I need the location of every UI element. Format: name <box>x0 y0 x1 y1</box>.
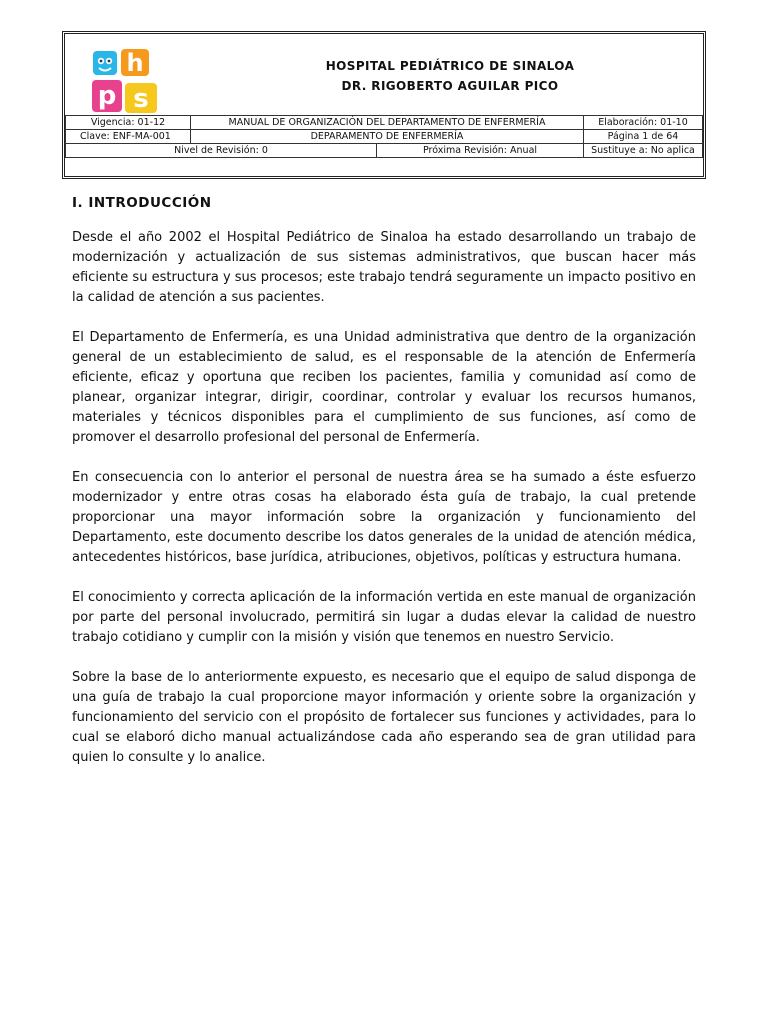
hospital-title <box>195 56 705 96</box>
logo-tile-p <box>92 80 122 112</box>
section-title: I. INTRODUCCIÓN <box>72 195 212 211</box>
elaboracion-cell: Elaboración: 01-10 <box>584 116 703 130</box>
paragraph: Sobre la base de lo anteriormente expuesto, es necesario que el equipo de salud disponga de una guía de trabajo la cual proporcione mayor información y oriente sobre la organización y funcionamiento del servicio con el propósito de fortalecer sus funciones y actividades, para lo cual se elaboró dicho manual actualizándose cada año esperando sea de gran utilidad para quien lo consulte y lo analice. <box>72 670 696 765</box>
paragraph: En consecuencia con lo anterior el personal de nuestra área se ha sumado a éste esfuerzo modernizador y entre otras cosas ha elaborado ésta guía de trabajo, la cual pretende proporcionar una mayor información sobre la organización y funcionamiento del Departamento, este documento describe los datos generales de la unidad de atención médica, antecedentes históricos, base jurídica, atribuciones, objetivos, políticas y estructura humana. <box>72 470 696 565</box>
document-body <box>72 193 696 788</box>
logo-tile-h <box>121 49 149 77</box>
paragraph: El conocimiento y correcta aplicación de la información vertida en este manual de organización por parte del personal involucrado, permitirá sin lugar a dudas elevar la calidad de nuestro trabajo cotidiano y cumplir con la misión y visión que tenemos en nuestro Servicio. <box>72 590 696 645</box>
paragraph: Desde el año 2002 el Hospital Pediátrico de Sinaloa ha estado desarrollando un trabajo de modernización y actualización de sus sistemas administrativos, que buscan hacer más eficiente su estructura y sus procesos; este trabajo tendrá seguramente un impacto positivo en la calidad de atención a sus pacientes. <box>72 230 696 305</box>
director-name: DR. RIGOBERTO AGUILAR PICO <box>341 79 559 93</box>
nivel-revision-cell: Nivel de Revisión: 0 <box>66 144 377 158</box>
svg-text:p: p <box>97 81 117 111</box>
document-metadata-table <box>65 115 703 158</box>
svg-text:s: s <box>133 84 149 114</box>
metadata-row <box>66 144 703 158</box>
hospital-name: HOSPITAL PEDIÁTRICO DE SINALOA <box>325 59 575 73</box>
hps-logo <box>91 48 167 116</box>
svg-text:h: h <box>126 49 144 77</box>
manual-title-cell: MANUAL DE ORGANIZACIÓN DEL DEPARTAMENTO DE ENFERMERÍA <box>191 116 584 130</box>
departamento-cell: DEPARAMENTO DE ENFERMERÍA <box>191 130 584 144</box>
clave-cell: Clave: ENF-MA-001 <box>66 130 191 144</box>
child-face-icon <box>93 51 117 75</box>
vigencia-cell: Vigencia: 01-12 <box>66 116 191 130</box>
metadata-row <box>66 130 703 144</box>
document-header <box>62 31 706 179</box>
metadata-row <box>66 116 703 130</box>
logo-tile-s <box>125 83 157 114</box>
sustituye-cell: Sustituye a: No aplica <box>584 144 703 158</box>
paragraph: El Departamento de Enfermería, es una Unidad administrativa que dentro de la organización general de un establecimiento de salud, es el responsable de la atención de Enfermería eficiente, eficaz y oportuna que reciben los pacientes, familia y comunidad así como de planear, organizar integrar, dirigir, coordinar, controlar y evaluar los recursos humanos, materiales y técnicos disponibles para el cumplimiento de sus funciones, así como de promover el desarrollo profesional del personal de Enfermería. <box>72 330 696 445</box>
pagina-cell: Página 1 de 64 <box>584 130 703 144</box>
proxima-revision-cell: Próxima Revisión: Anual <box>377 144 584 158</box>
